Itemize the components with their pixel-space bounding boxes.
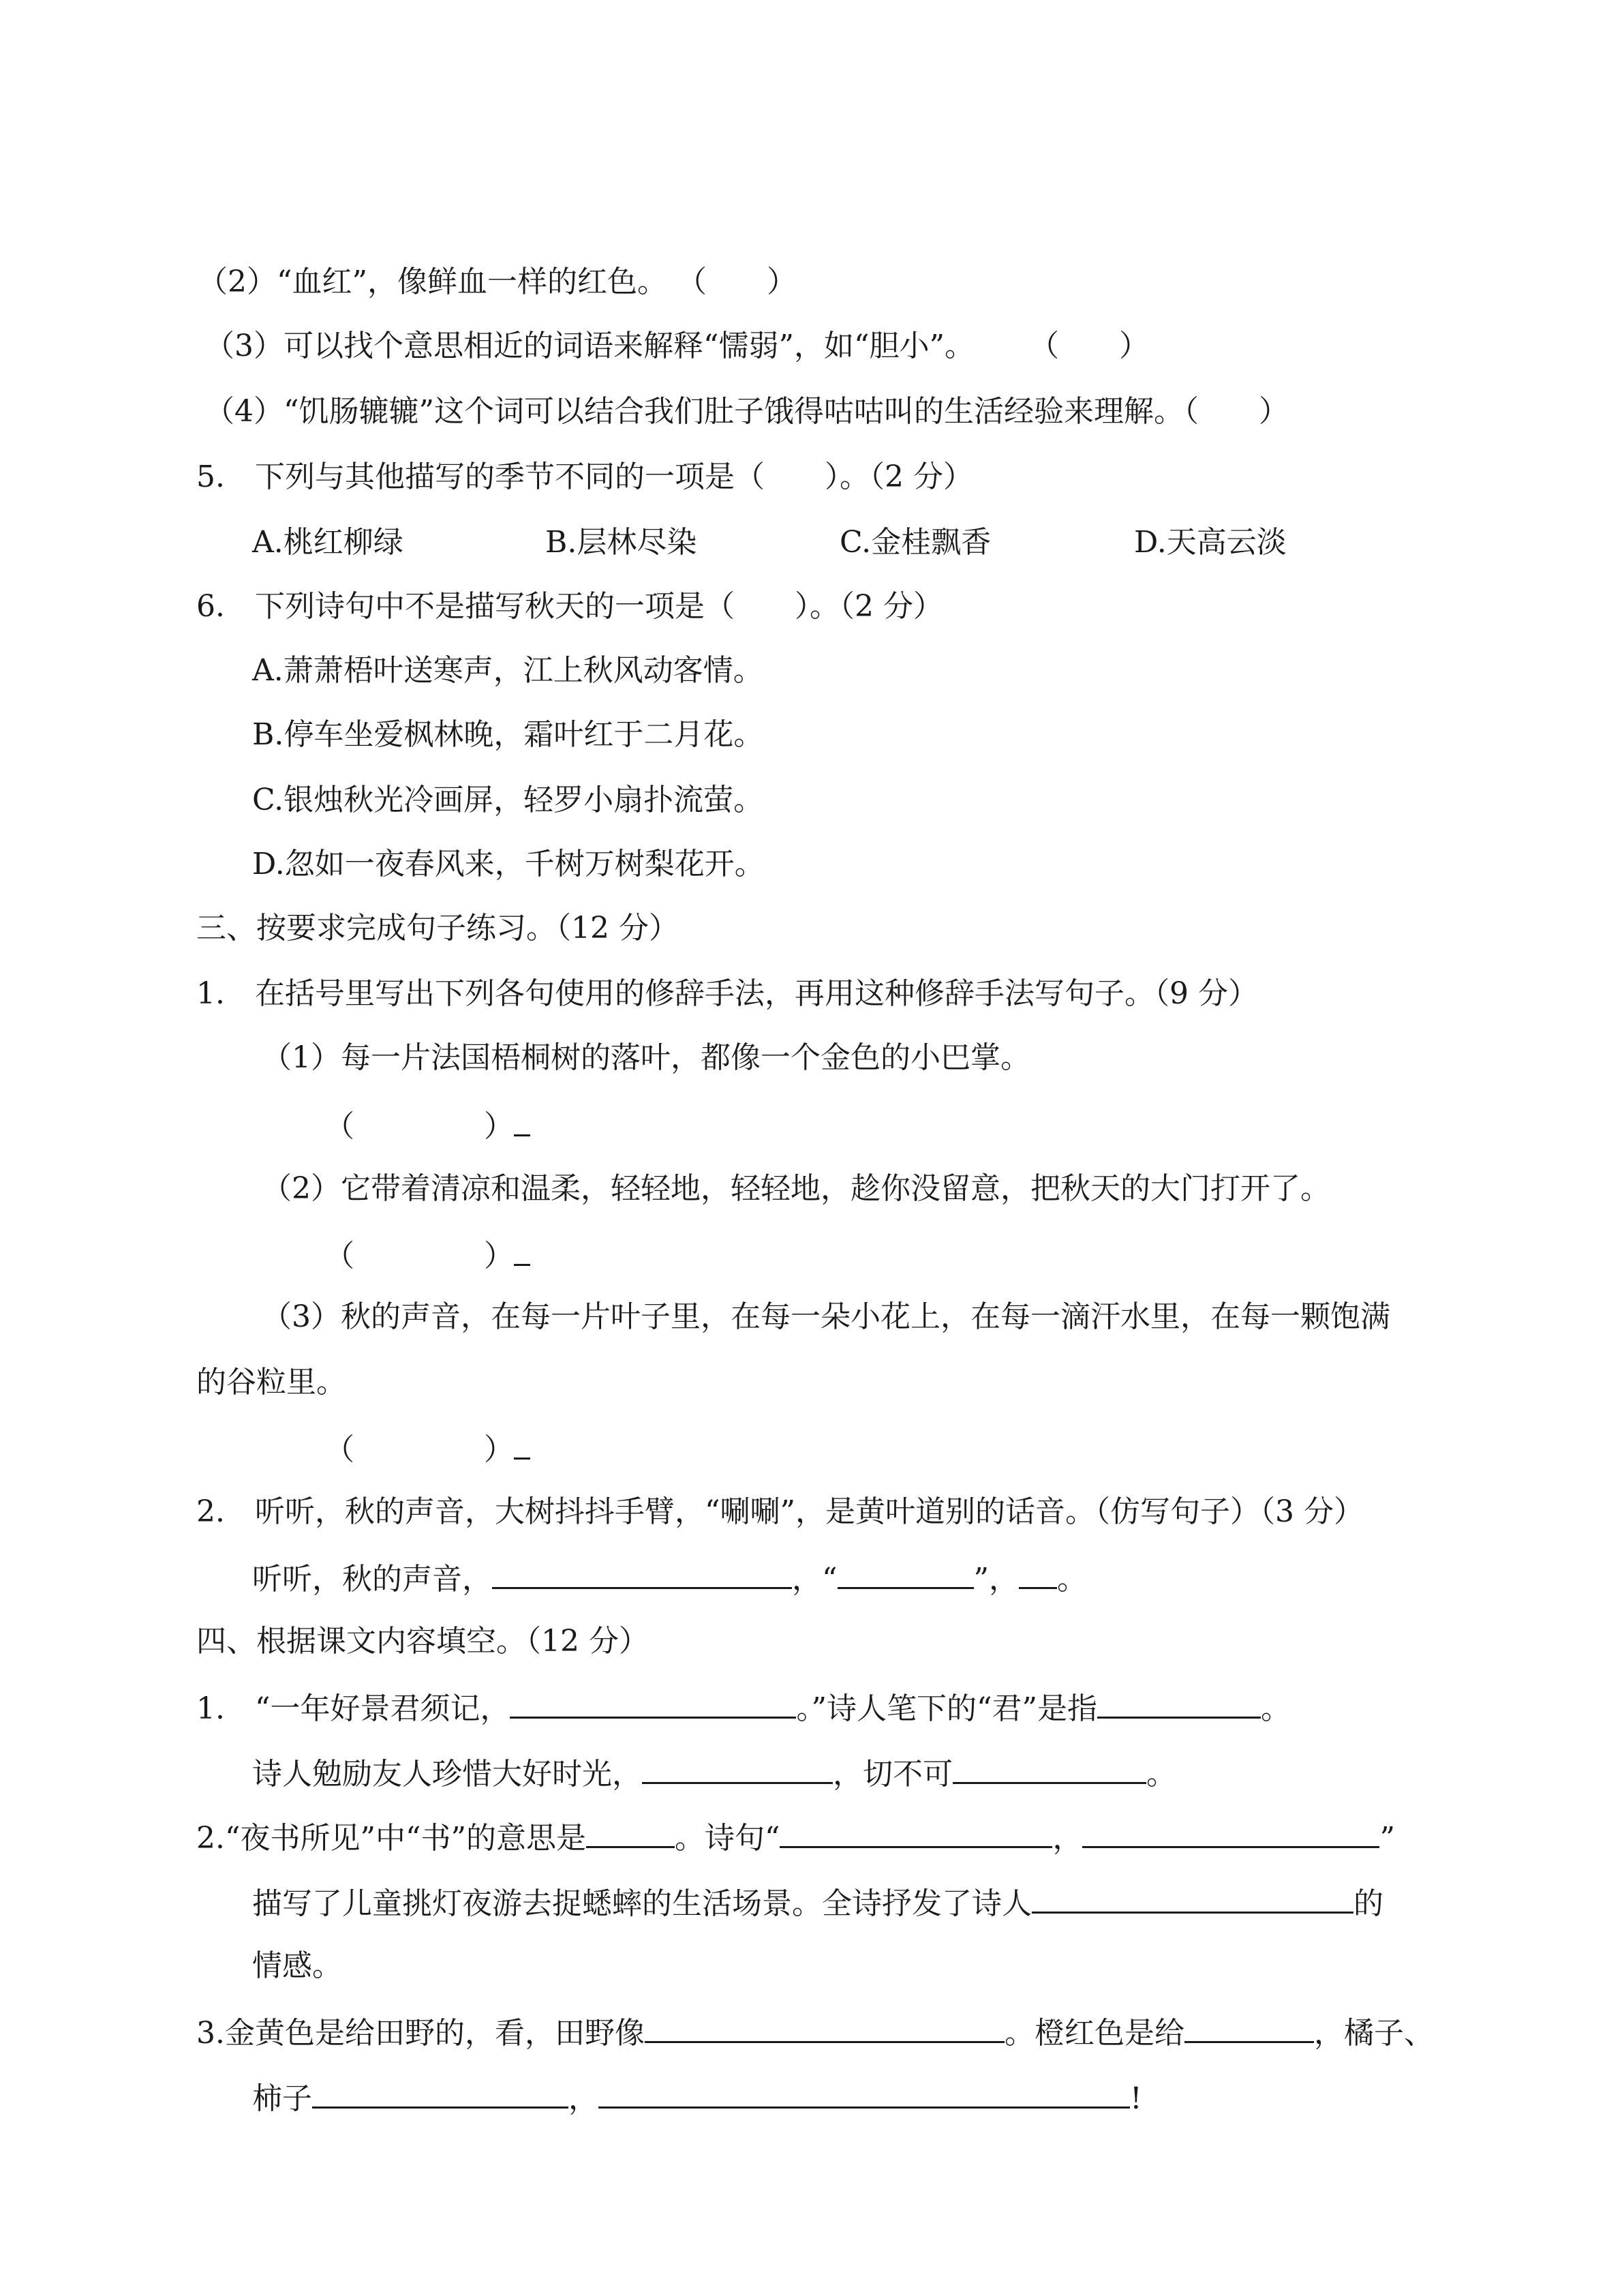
prompt-text: 听听，秋的声音， — [252, 1562, 492, 1597]
s4-q3-row-2[interactable] — [252, 2076, 1142, 2118]
section4-title: 四、根据课文内容填空。（12 分） — [196, 1624, 649, 1659]
fill-blank[interactable] — [645, 2011, 1005, 2043]
prompt-text: 。”诗人笔下的“君”是指 — [796, 1691, 1097, 1726]
answer-blank[interactable] — [514, 1234, 530, 1266]
s3-q1-answer-row-3[interactable] — [324, 1428, 530, 1469]
q5-option-d[interactable]: D.天高云淡 — [1134, 525, 1287, 560]
s4-q2-row-1[interactable] — [196, 1816, 1395, 1858]
fill-blank[interactable] — [1019, 1557, 1057, 1589]
fill-blank[interactable] — [953, 1752, 1146, 1784]
s4-q3-row-1[interactable] — [196, 2011, 1434, 2053]
paren-close: ） — [484, 1432, 514, 1467]
s3-q2-stem: 2. 听听，秋的声音，大树抖抖手臂，“唰唰”，是黄叶道别的话音。（仿写句子）（3 分） — [196, 1494, 1364, 1529]
s3-q2-fill-row[interactable] — [252, 1557, 1087, 1599]
fill-blank[interactable] — [312, 2076, 568, 2109]
prompt-text: 。 — [1260, 1691, 1291, 1726]
prompt-text: ， — [568, 2081, 598, 2116]
q6-option-b[interactable]: B.停车坐爱枫林晚，霜叶红于二月花。 — [252, 717, 764, 752]
prompt-text: ” — [1379, 1821, 1395, 1856]
prompt-text: 。诗句“ — [674, 1821, 780, 1856]
s3-q1-sentence-2: （2）它带着清凉和温柔，轻轻地，轻轻地，趁你没留意，把秋天的大门打开了。 — [262, 1171, 1330, 1206]
q5-stem: 5. 下列与其他描写的季节不同的一项是（ ）。（2 分） — [196, 459, 973, 494]
paren-close: ） — [484, 1239, 514, 1273]
prompt-text: 。 — [1057, 1562, 1087, 1597]
paren-open: （ — [324, 1109, 354, 1144]
prompt-text: 柿子 — [252, 2081, 312, 2116]
prompt-text: 描写了儿童挑灯夜游去捉蟋蟀的生活场景。全诗抒发了诗人 — [252, 1886, 1032, 1921]
section3-title: 三、按要求完成句子练习。（12 分） — [196, 911, 679, 946]
answer-blank[interactable] — [514, 1428, 530, 1460]
q5-option-b[interactable]: B.层林尽染 — [545, 525, 697, 560]
paren-close: ） — [484, 1109, 514, 1144]
fill-blank[interactable] — [510, 1687, 796, 1719]
fill-blank[interactable] — [1082, 1816, 1379, 1848]
s3-q1-sentence-1: （1）每一片法国梧桐树的落叶，都像一个金色的小巴掌。 — [262, 1040, 1030, 1075]
s3-q1-sentence-3-line-2: 的谷粒里。 — [196, 1365, 346, 1400]
q6-option-d[interactable]: D.忽如一夜春风来，千树万树梨花开。 — [252, 847, 765, 881]
fill-blank[interactable] — [598, 2076, 1130, 2109]
prompt-text: ，切不可 — [833, 1757, 953, 1792]
prompt-text: ，橘子、 — [1313, 2016, 1434, 2051]
q6-option-a[interactable]: A.萧萧梧叶送寒声，江上秋风动客情。 — [252, 653, 763, 688]
fill-blank[interactable] — [642, 1752, 833, 1784]
prompt-text: ，“ — [792, 1562, 838, 1597]
prompt-text: 。橙红色是给 — [1004, 2016, 1184, 2051]
prompt-text: ”， — [973, 1562, 1019, 1597]
s4-q1-row-1[interactable] — [196, 1687, 1291, 1728]
q4-item-4: （4）“饥肠辘辘”这个词可以结合我们肚子饿得咕咕叫的生活经验来理解。（ ） — [204, 394, 1289, 429]
q4-item-2: （2）“血红”，像鲜血一样的红色。 （ ） — [198, 265, 797, 299]
fill-blank[interactable] — [780, 1816, 1052, 1848]
fill-blank[interactable] — [1184, 2011, 1314, 2043]
paren-open: （ — [324, 1239, 354, 1273]
prompt-text: 的 — [1353, 1886, 1383, 1921]
prompt-text: ! — [1130, 2081, 1142, 2116]
q4-item-3: （3）可以找个意思相近的词语来解释“懦弱”，如“胆小”。 （ ） — [204, 329, 1149, 363]
s4-q2-row-3: 情感。 — [252, 1948, 342, 1983]
prompt-text: 。 — [1146, 1757, 1176, 1792]
q6-option-c[interactable]: C.银烛秋光冷画屏，轻罗小扇扑流萤。 — [252, 783, 764, 817]
s3-q1-answer-row-2[interactable] — [324, 1234, 530, 1275]
s3-q1-stem: 1. 在括号里写出下列各句使用的修辞手法，再用这种修辞手法写句子。（9 分） — [196, 976, 1258, 1011]
fill-blank[interactable] — [838, 1557, 974, 1589]
answer-blank[interactable] — [514, 1104, 530, 1136]
paren-open: （ — [324, 1432, 354, 1467]
fill-blank[interactable] — [1032, 1882, 1353, 1914]
fill-blank[interactable] — [1097, 1687, 1261, 1719]
s3-q1-answer-row-1[interactable] — [324, 1104, 530, 1146]
prompt-text: 1. “一年好景君须记， — [196, 1691, 510, 1726]
s4-q2-row-2[interactable] — [252, 1882, 1383, 1923]
q6-stem: 6. 下列诗句中不是描写秋天的一项是（ ）。（2 分） — [196, 589, 943, 624]
prompt-text: ， — [1052, 1821, 1083, 1856]
fill-blank[interactable] — [586, 1816, 675, 1848]
q5-option-a[interactable]: A.桃红柳绿 — [252, 525, 403, 560]
s4-q1-row-2[interactable] — [252, 1752, 1176, 1794]
fill-blank[interactable] — [492, 1557, 792, 1589]
prompt-text: 诗人勉励友人珍惜大好时光， — [252, 1757, 642, 1792]
prompt-text: 3.金黄色是给田野的，看，田野像 — [196, 2016, 645, 2051]
prompt-text: 2.“夜书所见”中“书”的意思是 — [196, 1821, 586, 1856]
q5-option-c[interactable]: C.金桂飘香 — [840, 525, 992, 560]
s3-q1-sentence-3-line-1: （3）秋的声音，在每一片叶子里，在每一朵小花上，在每一滴汗水里，在每一颗饱满 — [262, 1299, 1390, 1334]
